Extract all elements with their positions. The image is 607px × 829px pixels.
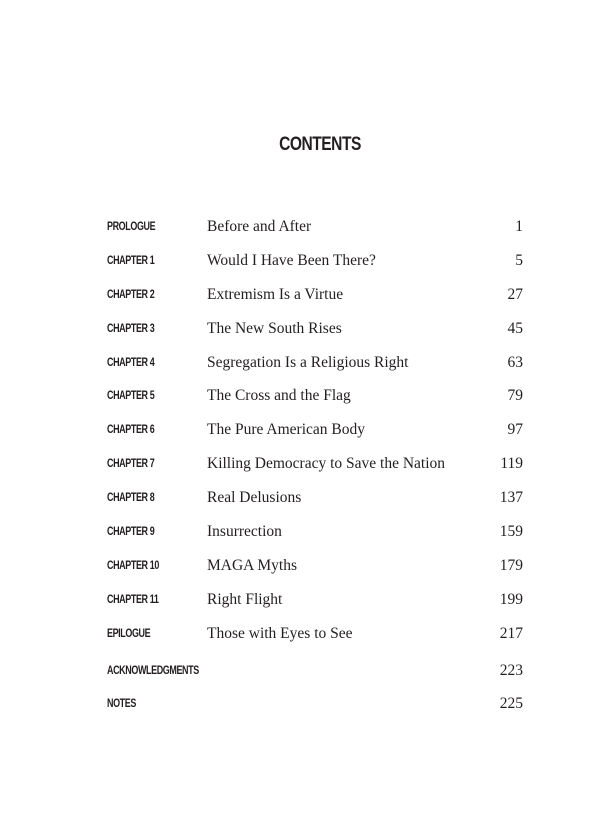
entry-page-number: 225 (499, 695, 523, 713)
table-of-contents (107, 213, 523, 724)
entry-title: The Cross and the Flag (207, 387, 351, 405)
toc-entry-chapter-3[interactable] (107, 315, 523, 349)
toc-entry-chapter-1[interactable] (107, 247, 523, 281)
toc-entry-chapter-10[interactable] (107, 552, 523, 586)
entry-title: Killing Democracy to Save the Nation (207, 455, 446, 473)
toc-entry-chapter-9[interactable] (107, 518, 523, 552)
entry-page-number: 217 (499, 624, 523, 642)
toc-entry-chapter-8[interactable] (107, 484, 523, 518)
entry-page-number: 1 (515, 218, 523, 235)
entry-label: PROLOGUE (107, 221, 156, 233)
entry-label: CHAPTER 4 (107, 356, 155, 369)
page-title: CONTENTS (279, 134, 361, 155)
entry-label: NOTES (107, 698, 136, 711)
entry-label: CHAPTER 11 (107, 593, 159, 606)
entry-page-number: 97 (507, 421, 523, 439)
toc-entry-acknowledgments[interactable] (107, 657, 523, 691)
entry-title: Would I Have Been There? (207, 251, 376, 269)
entry-label: CHAPTER 8 (107, 492, 155, 505)
entry-title: MAGA Myths (207, 556, 298, 574)
entry-title: Right Flight (207, 590, 283, 608)
entry-page-number: 79 (507, 387, 523, 405)
toc-entry-chapter-4[interactable] (107, 349, 523, 383)
entry-label: ACKNOWLEDGMENTS (107, 664, 199, 677)
entry-page-number: 27 (507, 285, 523, 303)
entry-title: Insurrection (207, 523, 282, 541)
entry-label: CHAPTER 1 (107, 254, 155, 267)
entry-label: EPILOGUE (107, 627, 151, 640)
entry-page-number: 159 (499, 523, 523, 541)
toc-entry-chapter-6[interactable] (107, 416, 523, 450)
entry-title: Those with Eyes to See (207, 624, 353, 642)
entry-page-number: 63 (507, 353, 523, 371)
entry-label: CHAPTER 3 (107, 322, 155, 335)
toc-entry-prologue[interactable] (107, 213, 523, 247)
entry-label: CHAPTER 10 (107, 559, 159, 572)
entry-title: Before and After (207, 218, 312, 235)
entry-title: Extremism Is a Virtue (207, 285, 344, 303)
entry-title: Segregation Is a Religious Right (207, 353, 409, 371)
entry-title: The New South Rises (207, 319, 342, 337)
entry-label: CHAPTER 6 (107, 424, 155, 437)
entry-label: CHAPTER 5 (107, 390, 155, 403)
toc-entry-chapter-2[interactable] (107, 281, 523, 315)
entry-title: Real Delusions (207, 489, 302, 507)
entry-page-number: 119 (500, 455, 523, 473)
entry-label: CHAPTER 2 (107, 288, 155, 301)
toc-entry-notes[interactable] (107, 690, 523, 724)
entry-page-number: 5 (515, 251, 523, 269)
entry-page-number: 45 (507, 319, 523, 337)
toc-entry-epilogue[interactable] (107, 620, 523, 654)
toc-entry-chapter-7[interactable] (107, 450, 523, 484)
entry-page-number: 179 (499, 556, 523, 574)
entry-page-number: 199 (499, 590, 523, 608)
toc-entry-chapter-5[interactable] (107, 382, 523, 416)
entry-page-number: 137 (499, 489, 523, 507)
entry-label: CHAPTER 9 (107, 526, 155, 539)
toc-entry-chapter-11[interactable] (107, 586, 523, 620)
entry-page-number: 223 (499, 661, 523, 679)
entry-title: The Pure American Body (207, 421, 365, 439)
entry-label: CHAPTER 7 (107, 458, 155, 471)
